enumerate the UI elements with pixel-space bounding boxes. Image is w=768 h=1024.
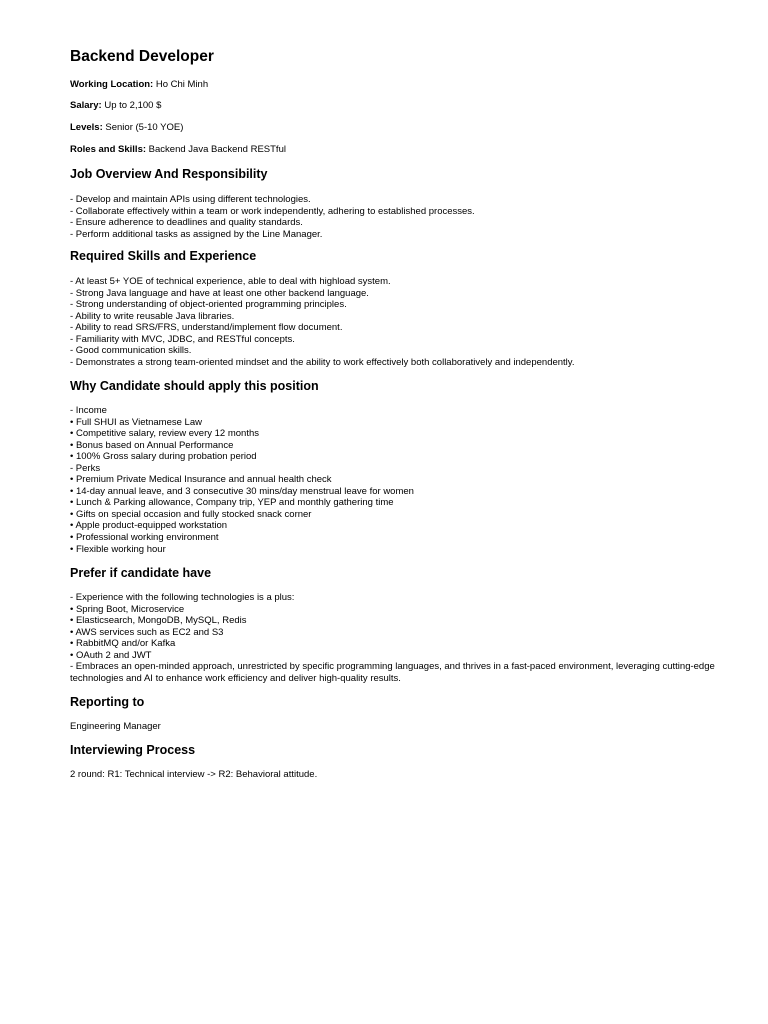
list-item: - Familiarity with MVC, JDBC, and RESTful concepts. xyxy=(70,333,295,345)
list-item: - Embraces an open-minded approach, unrestricted by specific programming languages, and thrives in a fast-paced environment, leveraging cutting-edge technologies and AI to enhance work efficiency and deliver high-quality results. xyxy=(70,661,715,684)
list-item: • Lunch & Parking allowance, Company trip, YEP and monthly gathering time xyxy=(70,497,394,509)
field-label: Levels: xyxy=(70,122,103,133)
field-label: Salary: xyxy=(70,100,102,111)
heading-interviewing: Interviewing Process xyxy=(70,743,196,757)
list-item: - Demonstrates a strong team-oriented mindset and the ability to work effectively both collaboratively and independently. xyxy=(70,356,575,368)
job-title: Backend Developer xyxy=(70,48,214,65)
list-item: - Income xyxy=(70,405,107,416)
list-item: • Competitive salary, review every 12 months xyxy=(70,428,259,440)
list-item: - Develop and maintain APIs using different technologies. xyxy=(70,194,311,205)
list-item: • Premium Private Medical Insurance and annual health check xyxy=(70,474,332,486)
field-salary xyxy=(70,100,161,112)
list-item: - Ability to write reusable Java libraries. xyxy=(70,310,235,322)
list-item: • Elasticsearch, MongoDB, MySQL, Redis xyxy=(70,615,247,627)
list-item: - Ensure adherence to deadlines and quality standards. xyxy=(70,217,303,229)
heading-job-overview: Job Overview And Responsibility xyxy=(70,167,268,181)
list-prefer xyxy=(70,592,735,684)
heading-reporting: Reporting to xyxy=(70,695,145,709)
heading-why-apply: Why Candidate should apply this position xyxy=(70,379,319,393)
list-item: • AWS services such as EC2 and S3 xyxy=(70,626,224,638)
list-item: - Strong Java language and have at least one other backend language. xyxy=(70,287,369,299)
list-item: - Good communication skills. xyxy=(70,345,192,357)
field-label: Working Location: xyxy=(70,79,154,90)
list-item: - At least 5+ YOE of technical experience, able to deal with highload system. xyxy=(70,276,391,287)
list-item: - Experience with the following technologies is a plus: xyxy=(70,592,295,603)
list-item: - Perks xyxy=(70,462,101,474)
list-required-skills xyxy=(70,276,735,368)
heading-prefer: Prefer if candidate have xyxy=(70,566,212,580)
interviewing-process-value: 2 round: R1: Technical interview -> R2: Behavioral attitude. xyxy=(70,769,318,780)
reporting-to-value: Engineering Manager xyxy=(70,721,161,732)
list-item: - Strong understanding of object-oriented programming principles. xyxy=(70,299,347,311)
field-value: Senior (5-10 YOE) xyxy=(105,122,184,133)
list-item: • Bonus based on Annual Performance xyxy=(70,439,234,451)
list-job-overview xyxy=(70,194,735,240)
list-item: • Gifts on special occasion and fully stocked snack corner xyxy=(70,508,312,520)
list-item: • 14-day annual leave, and 3 consecutive 30 mins/day menstrual leave for women xyxy=(70,485,414,497)
list-item: • RabbitMQ and/or Kafka xyxy=(70,638,176,650)
field-value: Backend Java Backend RESTful xyxy=(148,144,286,155)
field-value: Ho Chi Minh xyxy=(155,79,209,90)
list-item: • Professional working environment xyxy=(70,532,219,544)
list-item: • 100% Gross salary during probation period xyxy=(70,451,257,463)
list-item: - Ability to read SRS/FRS, understand/implement flow document. xyxy=(70,322,343,334)
list-item: - Perform additional tasks as assigned by the Line Manager. xyxy=(70,228,323,240)
field-roles-skills xyxy=(70,144,286,156)
field-value: Up to 2,100 $ xyxy=(104,100,162,111)
field-levels xyxy=(70,122,183,134)
heading-required-skills: Required Skills and Experience xyxy=(70,249,257,263)
field-working-location xyxy=(70,79,208,91)
list-why-apply xyxy=(70,405,735,555)
list-item: • OAuth 2 and JWT xyxy=(70,649,152,661)
list-item: • Flexible working hour xyxy=(70,543,166,555)
field-label: Roles and Skills: xyxy=(70,144,147,155)
list-item: - Collaborate effectively within a team or work independently, adhering to established processes. xyxy=(70,205,475,217)
list-item: • Spring Boot, Microservice xyxy=(70,603,185,615)
list-item: • Full SHUI as Vietnamese Law xyxy=(70,416,202,428)
list-item: • Apple product-equipped workstation xyxy=(70,520,228,532)
